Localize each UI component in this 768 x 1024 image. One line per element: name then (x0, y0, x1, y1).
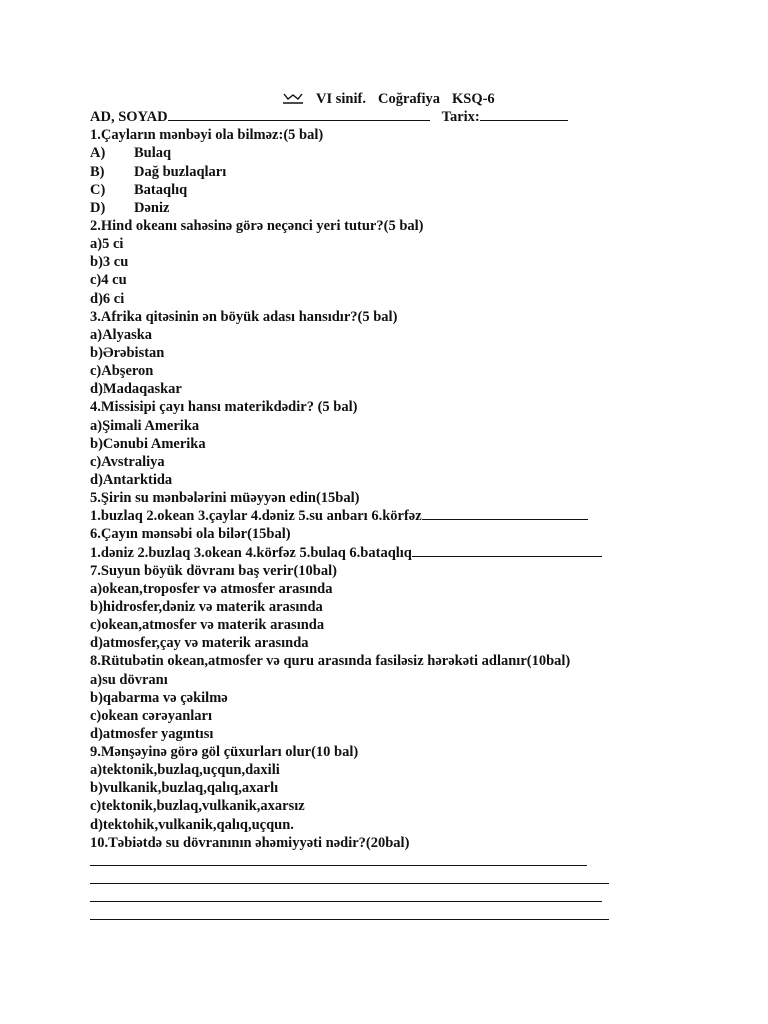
question-9: 9.Mənşəyinə görə göl çüxurları olur(10 bal) (90, 744, 359, 761)
option-9-d[interactable]: d)tektohik,vulkanik,qalıq,uçqun. (90, 816, 294, 833)
option-7-c[interactable]: c)okean,atmosfer və materik arasında (90, 617, 325, 634)
option-8-b[interactable]: b)qabarma və çəkilmə (90, 689, 228, 706)
option-7-a[interactable]: a)okean,troposfer və atmosfer arasında (90, 580, 333, 597)
option-2-b[interactable]: b)3 cu (90, 254, 129, 271)
test-sheet (90, 90, 730, 924)
option-text: Bulaq (134, 145, 172, 162)
option-4-c[interactable]: c)Avstraliya (90, 453, 165, 470)
question-3: 3.Afrika qitəsinin ən böyük adası hansıdır?(5 bal) (90, 308, 398, 325)
name-label: AD, SOYAD (90, 109, 168, 126)
question-2: 2.Hind okeanı sahəsinə görə neçənci yeri tutur?(5 bal) (90, 217, 424, 234)
test-code: KSQ-6 (451, 91, 495, 107)
answer-field-5[interactable] (422, 507, 588, 520)
answer-row-5 (90, 507, 730, 525)
question-6: 6.Çayın mənsəbi ola bilər(15bal) (90, 526, 291, 543)
date-field[interactable] (480, 108, 568, 121)
answer-line-2[interactable] (90, 870, 730, 888)
option-1-b[interactable] (90, 163, 730, 181)
option-9-c[interactable]: c)tektonik,buzlaq,vulkanik,axarsız (90, 798, 305, 815)
option-2-d[interactable]: d)6 ci (90, 290, 125, 307)
option-4-a[interactable]: a)Şimali Amerika (90, 417, 200, 434)
option-3-b[interactable]: b)Ərəbistan (90, 344, 165, 361)
question-8: 8.Rütubətin okean,atmosfer və quru arasında fasiləsiz hərəkəti adlanır(10bal) (90, 653, 571, 670)
answer-line-4[interactable] (90, 906, 730, 924)
option-text: Dəniz (134, 199, 170, 216)
question-7: 7.Suyun böyük dövranı baş verir(10bal) (90, 562, 337, 579)
option-letter: C) (90, 181, 106, 198)
question-1: 1.Çayların mənbəyi ola bilməz:(5 bal) (90, 127, 324, 144)
option-8-a[interactable]: a)su dövranı (90, 671, 168, 688)
question-4: 4.Missisipi çayı hansı materikdədir? (5 bal) (90, 399, 358, 416)
option-3-d[interactable]: d)Madaqaskar (90, 381, 182, 398)
name-field[interactable] (168, 108, 430, 121)
option-2-c[interactable]: c)4 cu (90, 272, 127, 289)
answer-choices: 1.dəniz 2.buzlaq 3.okean 4.körfəz 5.bulaq 6.bataqlıq (90, 544, 412, 561)
option-2-a[interactable]: a)5 ci (90, 236, 124, 253)
option-3-a[interactable]: a)Alyaska (90, 326, 153, 343)
grade-label: VI sinif. (316, 91, 366, 107)
answer-line-1[interactable] (90, 852, 730, 870)
logo-icon (282, 92, 304, 106)
option-7-b[interactable]: b)hidrosfer,dəniz və materik arasında (90, 598, 323, 615)
option-text: Bataqlıq (134, 181, 188, 198)
option-3-c[interactable]: c)Abşeron (90, 363, 154, 380)
question-10: 10.Təbiətdə su dövranının əhəmiyyəti nədir?(20bal) (90, 834, 410, 851)
option-9-b[interactable]: b)vulkanik,buzlaq,qalıq,axarlı (90, 780, 279, 797)
title-line (90, 90, 730, 108)
question-5: 5.Şirin su mənbələrini müəyyən edin(15bal) (90, 490, 360, 507)
date-label: Tarix: (441, 109, 480, 126)
option-1-c[interactable] (90, 181, 730, 199)
option-4-d[interactable]: d)Antarktida (90, 471, 173, 488)
option-8-c[interactable]: c)okean cərəyanları (90, 707, 213, 724)
option-1-d[interactable] (90, 199, 730, 217)
option-letter: B) (90, 163, 105, 180)
option-4-b[interactable]: b)Cənubi Amerika (90, 435, 206, 452)
option-7-d[interactable]: d)atmosfer,çay və materik arasında (90, 635, 309, 652)
subject-label: Coğrafiya (377, 91, 440, 107)
header-line (90, 108, 730, 126)
answer-choices: 1.buzlaq 2.okean 3.çaylar 4.dəniz 5.su anbarı 6.körfəz (90, 508, 422, 525)
option-letter: D) (90, 199, 106, 216)
option-text: Dağ buzlaqları (134, 163, 227, 180)
option-8-d[interactable]: d)atmosfer yagıntısı (90, 725, 214, 742)
option-1-a[interactable] (90, 144, 730, 162)
answer-row-6 (90, 544, 730, 562)
option-letter: A) (90, 145, 106, 162)
option-9-a[interactable]: a)tektonik,buzlaq,uçqun,daxili (90, 762, 280, 779)
answer-line-3[interactable] (90, 888, 730, 906)
answer-field-6[interactable] (412, 544, 602, 557)
